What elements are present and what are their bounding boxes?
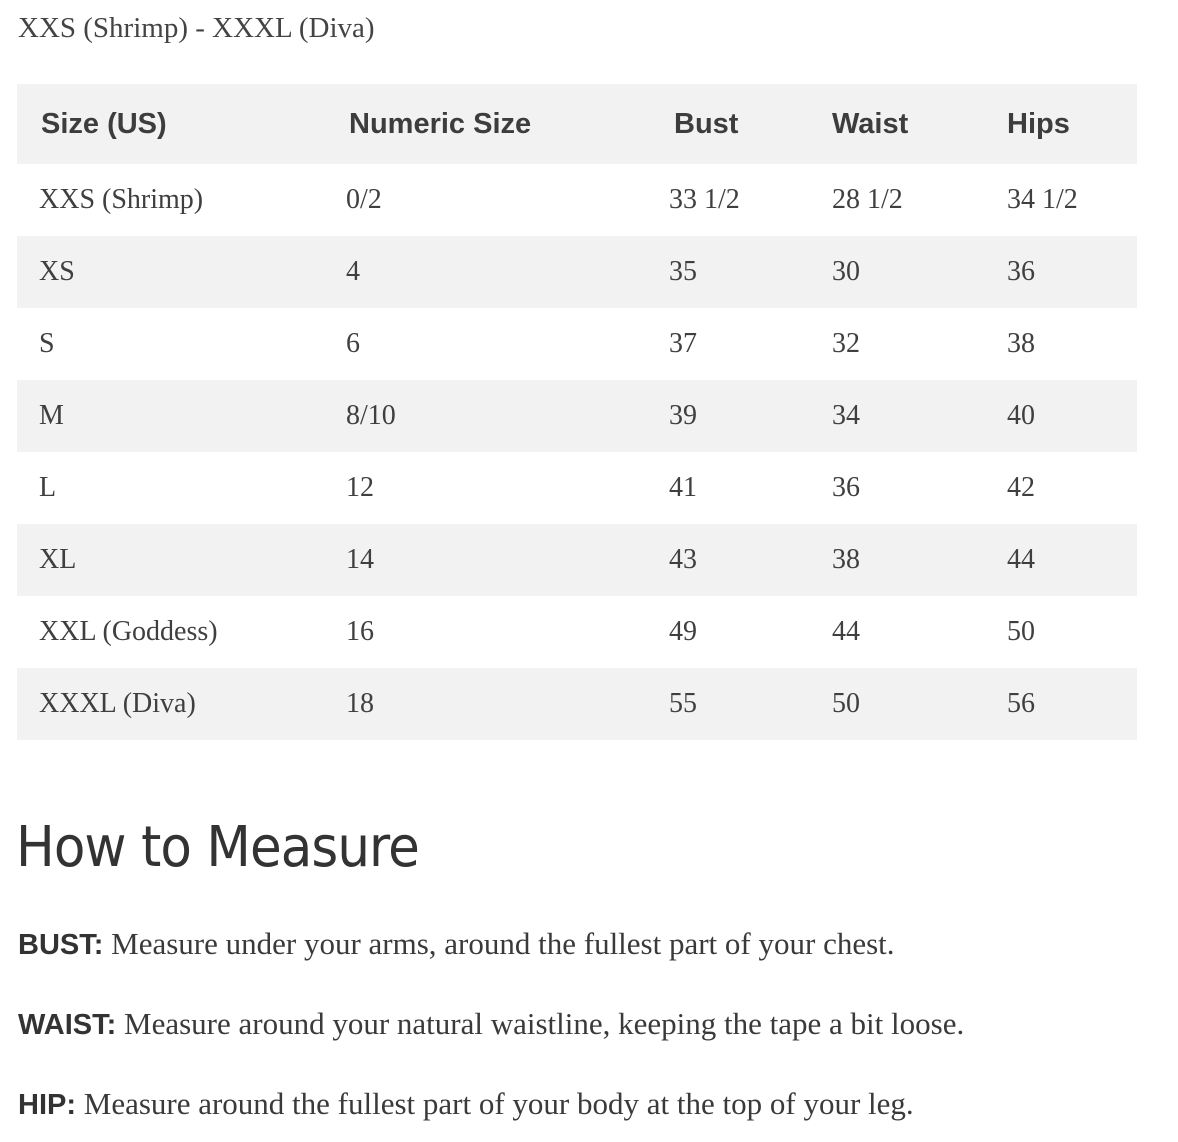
cell-bust: 35	[669, 256, 697, 287]
size-chart-table	[17, 84, 1137, 740]
cell-numeric-size: 0/2	[346, 184, 382, 215]
waist-text: Measure around your natural waistline, keeping the tape a bit loose.	[116, 1006, 965, 1041]
bust-instruction	[18, 924, 895, 965]
header-bust: Bust	[674, 107, 739, 140]
cell-waist: 32	[832, 328, 860, 359]
waist-instruction	[18, 1004, 964, 1045]
table-row	[17, 308, 1137, 380]
cell-size-us: M	[39, 400, 64, 431]
cell-hips: 44	[1007, 544, 1035, 575]
size-range-label: XXS (Shrimp) - XXXL (Diva)	[18, 12, 375, 44]
table-row	[17, 596, 1137, 668]
cell-hips: 42	[1007, 472, 1035, 503]
table-row	[17, 164, 1137, 236]
table-row	[17, 524, 1137, 596]
cell-bust: 39	[669, 400, 697, 431]
cell-hips: 38	[1007, 328, 1035, 359]
cell-waist: 38	[832, 544, 860, 575]
cell-bust: 49	[669, 616, 697, 647]
cell-bust: 41	[669, 472, 697, 503]
cell-waist: 28 1/2	[832, 184, 903, 215]
table-body	[17, 164, 1137, 740]
table-row	[17, 236, 1137, 308]
cell-bust: 33 1/2	[669, 184, 740, 215]
cell-waist: 36	[832, 472, 860, 503]
bust-text: Measure under your arms, around the fullest part of your chest.	[103, 926, 895, 961]
cell-numeric-size: 8/10	[346, 400, 396, 431]
cell-numeric-size: 12	[346, 472, 374, 503]
cell-size-us: S	[39, 328, 55, 359]
table-row	[17, 380, 1137, 452]
cell-hips: 34 1/2	[1007, 184, 1078, 215]
header-hips: Hips	[1007, 107, 1070, 140]
hip-text: Measure around the fullest part of your body at the top of your leg.	[76, 1086, 914, 1121]
hip-instruction	[18, 1084, 914, 1125]
cell-numeric-size: 14	[346, 544, 374, 575]
cell-hips: 40	[1007, 400, 1035, 431]
table-header	[17, 84, 1137, 164]
cell-size-us: XL	[39, 544, 77, 575]
header-waist: Waist	[832, 107, 909, 140]
cell-bust: 37	[669, 328, 697, 359]
cell-waist: 50	[832, 688, 860, 719]
cell-hips: 56	[1007, 688, 1035, 719]
cell-hips: 36	[1007, 256, 1035, 287]
waist-term: WAIST:	[18, 1009, 117, 1041]
bust-term: BUST:	[18, 929, 104, 961]
cell-hips: 50	[1007, 616, 1035, 647]
cell-waist: 34	[832, 400, 860, 431]
cell-size-us: XS	[39, 256, 75, 287]
how-to-measure-heading: How to Measure	[16, 815, 419, 880]
cell-numeric-size: 16	[346, 616, 374, 647]
header-size-us: Size (US)	[41, 107, 167, 140]
cell-bust: 43	[669, 544, 697, 575]
cell-size-us: L	[39, 472, 57, 503]
table-row	[17, 668, 1137, 740]
cell-waist: 30	[832, 256, 860, 287]
table-row	[17, 452, 1137, 524]
cell-numeric-size: 6	[346, 328, 360, 359]
cell-size-us: XXL (Goddess)	[39, 616, 218, 647]
cell-size-us: XXS (Shrimp)	[39, 184, 204, 215]
table-header-row	[17, 84, 1137, 164]
header-numeric-size: Numeric Size	[349, 107, 532, 140]
hip-term: HIP:	[18, 1089, 76, 1121]
cell-size-us: XXXL (Diva)	[39, 688, 196, 719]
cell-waist: 44	[832, 616, 860, 647]
cell-numeric-size: 18	[346, 688, 374, 719]
cell-numeric-size: 4	[346, 256, 360, 287]
cell-bust: 55	[669, 688, 697, 719]
